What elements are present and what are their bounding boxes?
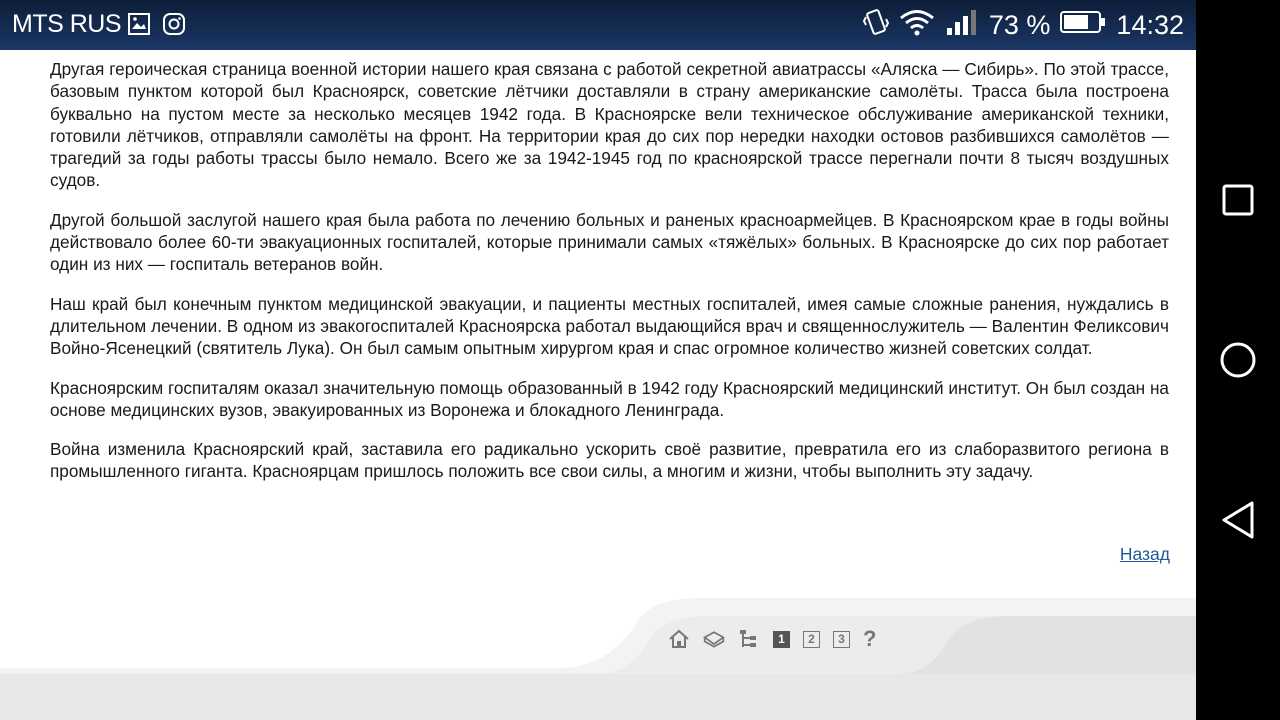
recents-button[interactable] bbox=[1218, 180, 1258, 220]
sitemap-icon[interactable] bbox=[738, 628, 760, 650]
mail-icon[interactable] bbox=[703, 628, 725, 650]
help-icon[interactable]: ? bbox=[863, 626, 877, 651]
paragraph: Война изменила Красноярский край, заставила его радикально ускорить своё развитие, превратила его из слаборазвитого региона в промышленного гиганта. Красноярцам пришлось положить все свои силы, а многим и жизни, чтобы выполнить эту задачу. bbox=[50, 439, 1169, 482]
home-button[interactable] bbox=[1218, 340, 1258, 380]
battery-icon bbox=[1060, 9, 1106, 42]
paragraph: Наш край был конечным пунктом медицинской эвакуации, и пациенты местных госпиталей, имея самые сложные ранения, нуждались в длительном лечении. В одном из эвакогоспиталей Красноярска работал выдающийся врач и священнослужитель — Валентин Феликсович Войно-Ясенецкий (святитель Лука). Он был самым опытным хирургом края и спас огромное количество жизней советских солдат. bbox=[50, 293, 1169, 359]
battery-percent: 73 % bbox=[988, 10, 1051, 40]
wifi-icon bbox=[899, 8, 935, 43]
back-link[interactable]: Назад bbox=[1119, 544, 1170, 564]
instagram-icon bbox=[162, 12, 186, 41]
back-button[interactable] bbox=[1218, 500, 1258, 540]
paragraph: Другой большой заслугой нашего края была работа по лечению больных и раненых красноармейцев. В Красноярском крае в годы войны действовало более 60-ти эвакуационных госпиталей, которые принимали самых «тяжёлых» больных. В Красноярске до сих пор работает один из них — госпиталь ветеранов войн. bbox=[50, 209, 1169, 275]
page-1-button[interactable]: 1 bbox=[773, 631, 790, 648]
status-bar bbox=[0, 0, 1196, 50]
paragraph: Другая героическая страница военной истории нашего края связана с работой секретной авиатрассы «Аляска — Сибирь». По этой трассе, базовым пунктом которой был Красноярск, советские лётчики доставляли в страну американские самолёты. Трасса была построена буквально на пустом месте за несколько месяцев 1942 года. В Красноярске вели техническое обслуживание американской техники, готовили лётчиков, отправляли самолёты на фронт. На территории края до сих пор нередки находки остовов разбившихся самолётов — трагедий за годы работы трассы было немало. Всего же за 1942-1945 год по красноярской трассе перегнали почти 8 тысяч воздушных судов. bbox=[50, 59, 1169, 191]
clock: 14:32 bbox=[1116, 10, 1184, 40]
page-3-button[interactable]: 3 bbox=[833, 631, 850, 648]
navigation-bar bbox=[1196, 0, 1280, 720]
footer-toolbar bbox=[668, 626, 876, 652]
paragraph: Красноярским госпиталям оказал значительную помощь образованный в 1942 году Красноярский медицинский институт. Он был создан на основе медицинских вузов, эвакуированных из Воронежа и блокадного Ленинграда. bbox=[50, 377, 1169, 420]
web-content[interactable] bbox=[0, 50, 1196, 720]
carrier-name: MTS RUS bbox=[12, 10, 121, 38]
signal-icon bbox=[945, 8, 979, 43]
home-icon[interactable] bbox=[668, 628, 690, 650]
footer-band bbox=[0, 674, 1196, 720]
page-2-button[interactable]: 2 bbox=[803, 631, 820, 648]
image-icon bbox=[127, 12, 151, 41]
vibrate-icon bbox=[863, 8, 889, 43]
article-body bbox=[50, 58, 1169, 500]
